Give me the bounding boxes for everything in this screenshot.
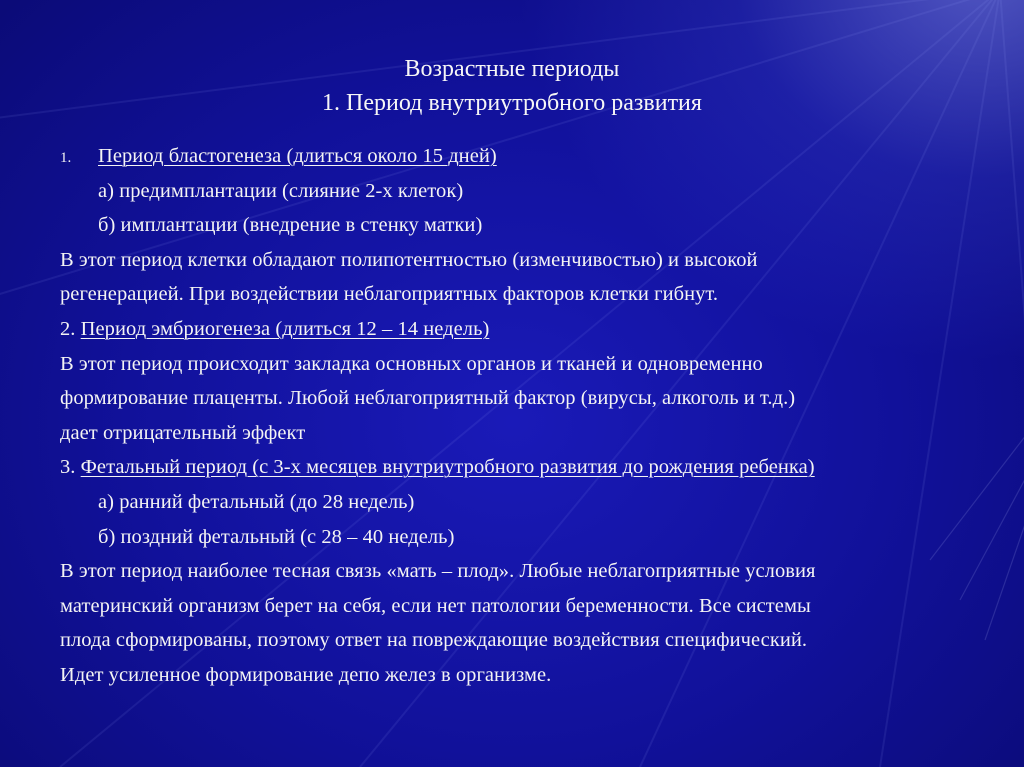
section-2-text-3: дает отрицательный эффект bbox=[60, 421, 306, 444]
slide-body bbox=[60, 139, 1010, 693]
section-3-heading bbox=[60, 450, 1010, 485]
section-3-text-1: В этот период наиболее тесная связь «мать – плод». Любые неблагоприятные условия bbox=[60, 560, 816, 583]
section-2-heading bbox=[60, 312, 1010, 347]
section-2-text-2: формирование плаценты. Любой неблагоприятный фактор (вирусы, алкоголь и т.д.) bbox=[60, 387, 796, 410]
section-3-heading-text: Фетальный период (с 3-х месяцев внутриутробного развития до рождения ребенка) bbox=[80, 456, 815, 479]
section-1-heading-text: Период бластогенеза (длиться около 15 дней) bbox=[98, 145, 497, 167]
section-3-item-b: б) поздний фетальный (с 28 – 40 недель) bbox=[98, 525, 455, 548]
section-2-heading-text: Период эмбриогенеза (длиться 12 – 14 недель) bbox=[80, 317, 490, 340]
section-1-text-2: регенерацией. При воздействии неблагоприятных факторов клетки гибнут. bbox=[60, 283, 719, 306]
section-2-number: 2. bbox=[60, 317, 76, 340]
section-1-item-b: б) имплантации (внедрение в стенку матки) bbox=[98, 214, 483, 237]
section-3-text-2: материнский организм берет на себя, если нет патологии беременности. Все системы bbox=[60, 594, 811, 617]
slide-title bbox=[0, 52, 1024, 120]
section-1-text-1: В этот период клетки обладают полипотентностью (изменчивостью) и высокой bbox=[60, 248, 758, 271]
section-3-number: 3. bbox=[60, 456, 76, 479]
section-1-heading bbox=[60, 139, 1010, 174]
section-3-item-a: а) ранний фетальный (до 28 недель) bbox=[98, 490, 415, 513]
section-2-text-1: В этот период происходит закладка основных органов и тканей и одновременно bbox=[60, 352, 763, 375]
section-1-item-a: а) предимплантации (слияние 2-х клеток) bbox=[98, 179, 464, 202]
title-line-2: 1. Период внутриутробного развития bbox=[322, 90, 702, 116]
section-1-number: 1. bbox=[60, 150, 72, 166]
title-line-1: Возрастные периоды bbox=[404, 56, 620, 82]
section-3-text-4: Идет усиленное формирование депо желез в организме. bbox=[60, 663, 552, 686]
section-3-text-3: плода сформированы, поэтому ответ на повреждающие воздействия специфический. bbox=[60, 629, 808, 652]
